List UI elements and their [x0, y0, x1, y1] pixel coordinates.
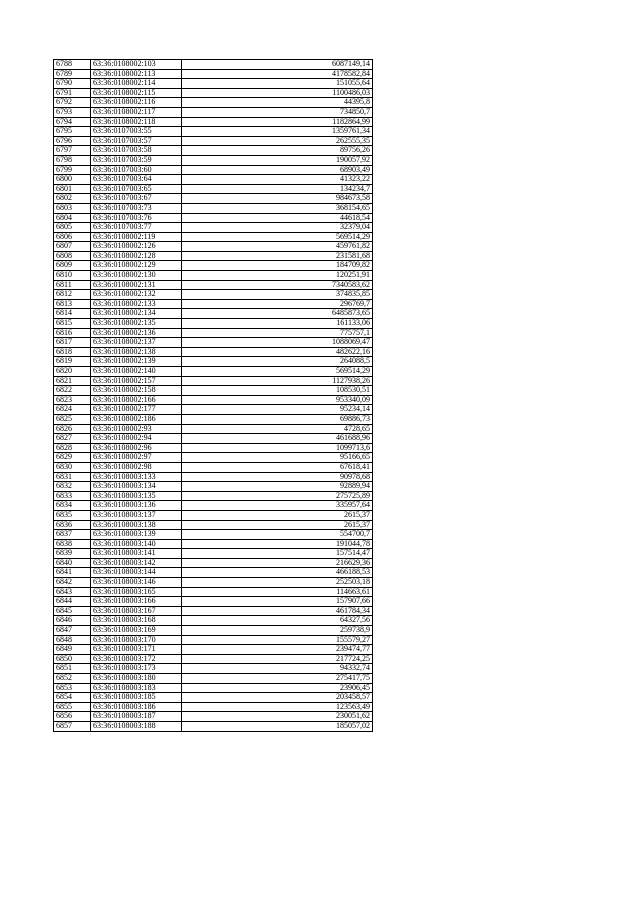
row-number-cell: 6824 [54, 405, 91, 415]
cadastral-number-cell: 63:36:0108002:166 [91, 395, 182, 405]
cadastral-value-cell: 2615,37 [182, 510, 373, 520]
row-number-cell: 6825 [54, 414, 91, 424]
cadastral-value-cell: 296769,7 [182, 299, 373, 309]
table-row [54, 203, 373, 213]
cadastral-value-cell: 184709,82 [182, 261, 373, 271]
cadastral-number-cell: 63:36:0108002:116 [91, 98, 182, 108]
table-row [54, 165, 373, 175]
row-number-cell: 6843 [54, 587, 91, 597]
table-row [54, 367, 373, 377]
cadastral-value-cell: 190057,92 [182, 155, 373, 165]
cadastral-number-cell: 63:36:0107003:57 [91, 136, 182, 146]
table-row [54, 520, 373, 530]
cadastral-number-cell: 63:36:0108003:170 [91, 635, 182, 645]
table-row [54, 635, 373, 645]
table-row [54, 309, 373, 319]
table-row [54, 597, 373, 607]
row-number-cell: 6818 [54, 347, 91, 357]
cadastral-number-cell: 63:36:0108003:168 [91, 616, 182, 626]
cadastral-number-cell: 63:36:0107003:67 [91, 194, 182, 204]
row-number-cell: 6806 [54, 232, 91, 242]
cadastral-value-cell: 569514,29 [182, 232, 373, 242]
table-row [54, 626, 373, 636]
table-row [54, 232, 373, 242]
cadastral-value-cell: 368154,65 [182, 203, 373, 213]
cadastral-value-cell: 239474,77 [182, 645, 373, 655]
cadastral-value-cell: 461688,96 [182, 434, 373, 444]
table-row [54, 290, 373, 300]
cadastral-value-cell: 335957,64 [182, 501, 373, 511]
cadastral-value-cell: 1182864,99 [182, 117, 373, 127]
cadastral-value-cell: 252503,18 [182, 578, 373, 588]
table-row [54, 107, 373, 117]
cadastral-value-cell: 155579,27 [182, 635, 373, 645]
cadastral-value-cell: 68903,49 [182, 165, 373, 175]
row-number-cell: 6798 [54, 155, 91, 165]
cadastral-number-cell: 63:36:0107003:60 [91, 165, 182, 175]
table-row [54, 395, 373, 405]
row-number-cell: 6805 [54, 223, 91, 233]
table-row [54, 242, 373, 252]
row-number-cell: 6854 [54, 693, 91, 703]
cadastral-number-cell: 63:36:0108002:128 [91, 251, 182, 261]
cadastral-number-cell: 63:36:0108002:98 [91, 462, 182, 472]
table-row [54, 491, 373, 501]
cadastral-value-cell: 275725,89 [182, 491, 373, 501]
table-row [54, 299, 373, 309]
cadastral-value-cell: 264088,5 [182, 357, 373, 367]
cadastral-value-cell: 92889,94 [182, 482, 373, 492]
cadastral-number-cell: 63:36:0108003:136 [91, 501, 182, 511]
table-row [54, 271, 373, 281]
row-number-cell: 6813 [54, 299, 91, 309]
cadastral-number-cell: 63:36:0107003:73 [91, 203, 182, 213]
cadastral-number-cell: 63:36:0108003:186 [91, 702, 182, 712]
table-row [54, 510, 373, 520]
row-number-cell: 6833 [54, 491, 91, 501]
table-row [54, 357, 373, 367]
row-number-cell: 6819 [54, 357, 91, 367]
cadastral-number-cell: 63:36:0108003:167 [91, 606, 182, 616]
cadastral-number-cell: 63:36:0108003:185 [91, 693, 182, 703]
row-number-cell: 6856 [54, 712, 91, 722]
cadastral-number-cell: 63:36:0108003:134 [91, 482, 182, 492]
cadastral-number-cell: 63:36:0108002:117 [91, 107, 182, 117]
cadastral-number-cell: 63:36:0108002:126 [91, 242, 182, 252]
cadastral-value-cell: 64327,56 [182, 616, 373, 626]
cadastral-number-cell: 63:36:0108003:133 [91, 472, 182, 482]
row-number-cell: 6796 [54, 136, 91, 146]
table-row [54, 223, 373, 233]
row-number-cell: 6840 [54, 558, 91, 568]
row-number-cell: 6845 [54, 606, 91, 616]
cadastral-number-cell: 63:36:0108002:158 [91, 386, 182, 396]
cadastral-value-cell: 1100486,03 [182, 88, 373, 98]
cadastral-value-cell: 41323,22 [182, 175, 373, 185]
row-number-cell: 6790 [54, 79, 91, 89]
row-number-cell: 6826 [54, 424, 91, 434]
table-row [54, 69, 373, 79]
cadastral-number-cell: 63:36:0108003:141 [91, 549, 182, 559]
cadastral-number-cell: 63:36:0108003:137 [91, 510, 182, 520]
table-row [54, 175, 373, 185]
row-number-cell: 6788 [54, 60, 91, 70]
row-number-cell: 6812 [54, 290, 91, 300]
cadastral-number-cell: 63:36:0107003:55 [91, 127, 182, 137]
cadastral-number-cell: 63:36:0107003:65 [91, 184, 182, 194]
row-number-cell: 6827 [54, 434, 91, 444]
cadastral-number-cell: 63:36:0108003:180 [91, 674, 182, 684]
table-row [54, 280, 373, 290]
cadastral-number-cell: 63:36:0108003:171 [91, 645, 182, 655]
cadastral-value-cell: 151055,64 [182, 79, 373, 89]
cadastral-number-cell: 63:36:0107003:59 [91, 155, 182, 165]
cadastral-number-cell: 63:36:0108002:94 [91, 434, 182, 444]
cadastral-value-cell: 217724,25 [182, 654, 373, 664]
cadastral-number-cell: 63:36:0108002:129 [91, 261, 182, 271]
cadastral-number-cell: 63:36:0108002:114 [91, 79, 182, 89]
cadastral-value-cell: 2615,37 [182, 520, 373, 530]
cadastral-number-cell: 63:36:0108002:135 [91, 319, 182, 329]
table-row [54, 88, 373, 98]
cadastral-number-cell: 63:36:0107003:64 [91, 175, 182, 185]
row-number-cell: 6853 [54, 683, 91, 693]
row-number-cell: 6846 [54, 616, 91, 626]
row-number-cell: 6817 [54, 338, 91, 348]
table-row [54, 482, 373, 492]
cadastral-number-cell: 63:36:0108002:103 [91, 60, 182, 70]
row-number-cell: 6830 [54, 462, 91, 472]
row-number-cell: 6851 [54, 664, 91, 674]
cadastral-value-cell: 459761,82 [182, 242, 373, 252]
table-row [54, 261, 373, 271]
cadastral-number-cell: 63:36:0108002:96 [91, 443, 182, 453]
cadastral-value-cell: 569514,29 [182, 367, 373, 377]
row-number-cell: 6831 [54, 472, 91, 482]
row-number-cell: 6822 [54, 386, 91, 396]
table-row [54, 319, 373, 329]
cadastral-value-cell: 775757,1 [182, 328, 373, 338]
cadastral-number-cell: 63:36:0108002:157 [91, 376, 182, 386]
cadastral-number-cell: 63:36:0108003:135 [91, 491, 182, 501]
row-number-cell: 6850 [54, 654, 91, 664]
cadastral-number-cell: 63:36:0108003:172 [91, 654, 182, 664]
table-row [54, 674, 373, 684]
cadastral-value-cell: 734850,7 [182, 107, 373, 117]
row-number-cell: 6816 [54, 328, 91, 338]
table-row [54, 338, 373, 348]
row-number-cell: 6841 [54, 568, 91, 578]
table-row [54, 376, 373, 386]
row-number-cell: 6801 [54, 184, 91, 194]
cadastral-number-cell: 63:36:0108002:140 [91, 367, 182, 377]
table-row [54, 155, 373, 165]
cadastral-value-cell: 161133,06 [182, 319, 373, 329]
row-number-cell: 6793 [54, 107, 91, 117]
cadastral-number-cell: 63:36:0107003:77 [91, 223, 182, 233]
table-row [54, 578, 373, 588]
row-number-cell: 6795 [54, 127, 91, 137]
cadastral-value-cell: 157907,66 [182, 597, 373, 607]
cadastral-number-cell: 63:36:0108002:119 [91, 232, 182, 242]
cadastral-value-cell: 231581,68 [182, 251, 373, 261]
row-number-cell: 6791 [54, 88, 91, 98]
cadastral-value-cell: 69886,73 [182, 414, 373, 424]
row-number-cell: 6836 [54, 520, 91, 530]
cadastral-number-cell: 63:36:0108002:97 [91, 453, 182, 463]
table-row [54, 587, 373, 597]
cadastral-value-cell: 482622,16 [182, 347, 373, 357]
cadastral-number-cell: 63:36:0108003:183 [91, 683, 182, 693]
row-number-cell: 6799 [54, 165, 91, 175]
row-number-cell: 6857 [54, 721, 91, 731]
cadastral-number-cell: 63:36:0108002:93 [91, 424, 182, 434]
row-number-cell: 6821 [54, 376, 91, 386]
cadastral-value-cell: 216629,36 [182, 558, 373, 568]
table-row [54, 98, 373, 108]
row-number-cell: 6834 [54, 501, 91, 511]
row-number-cell: 6815 [54, 319, 91, 329]
table-row [54, 501, 373, 511]
cadastral-value-cell: 4728,65 [182, 424, 373, 434]
cadastral-number-cell: 63:36:0108003:144 [91, 568, 182, 578]
cadastral-number-cell: 63:36:0108003:165 [91, 587, 182, 597]
table-row [54, 184, 373, 194]
row-number-cell: 6820 [54, 367, 91, 377]
cadastral-value-cell: 1127938,26 [182, 376, 373, 386]
row-number-cell: 6849 [54, 645, 91, 655]
cadastral-value-cell: 1099713,6 [182, 443, 373, 453]
table-row [54, 472, 373, 482]
cadastral-value-cell: 259738,9 [182, 626, 373, 636]
row-number-cell: 6852 [54, 674, 91, 684]
cadastral-number-cell: 63:36:0108003:138 [91, 520, 182, 530]
table-row [54, 60, 373, 70]
cadastral-number-cell: 63:36:0108002:130 [91, 271, 182, 281]
row-number-cell: 6844 [54, 597, 91, 607]
cadastral-value-cell: 1088069,47 [182, 338, 373, 348]
cadastral-value-cell: 95234,14 [182, 405, 373, 415]
cadastral-value-cell: 554700,7 [182, 530, 373, 540]
cadastral-value-cell: 120251,91 [182, 271, 373, 281]
row-number-cell: 6811 [54, 280, 91, 290]
row-number-cell: 6797 [54, 146, 91, 156]
row-number-cell: 6838 [54, 539, 91, 549]
cadastral-value-cell: 6087149,14 [182, 60, 373, 70]
cadastral-number-cell: 63:36:0108002:118 [91, 117, 182, 127]
table-row [54, 654, 373, 664]
cadastral-number-cell: 63:36:0108002:131 [91, 280, 182, 290]
cadastral-number-cell: 63:36:0108002:139 [91, 357, 182, 367]
cadastral-number-cell: 63:36:0108003:140 [91, 539, 182, 549]
cadastral-value-cell: 44395,8 [182, 98, 373, 108]
cadastral-value-cell: 374835,85 [182, 290, 373, 300]
cadastral-number-cell: 63:36:0108002:186 [91, 414, 182, 424]
cadastral-value-cell: 7340583,62 [182, 280, 373, 290]
cadastral-value-cell: 4178582,84 [182, 69, 373, 79]
cadastral-value-cell: 185057,02 [182, 721, 373, 731]
table-row [54, 443, 373, 453]
cadastral-value-cell: 984673,58 [182, 194, 373, 204]
cadastral-number-cell: 63:36:0108002:132 [91, 290, 182, 300]
cadastral-number-cell: 63:36:0108002:133 [91, 299, 182, 309]
table-row [54, 405, 373, 415]
table-row [54, 414, 373, 424]
cadastral-number-cell: 63:36:0108003:146 [91, 578, 182, 588]
cadastral-value-cell: 89756,26 [182, 146, 373, 156]
cadastral-number-cell: 63:36:0108003:142 [91, 558, 182, 568]
table-row [54, 213, 373, 223]
table-row [54, 434, 373, 444]
cadastral-number-cell: 63:36:0108003:139 [91, 530, 182, 540]
row-number-cell: 6829 [54, 453, 91, 463]
row-number-cell: 6837 [54, 530, 91, 540]
cadastral-number-cell: 63:36:0108002:137 [91, 338, 182, 348]
cadastral-number-cell: 63:36:0108002:177 [91, 405, 182, 415]
cadastral-value-cell: 6485873,65 [182, 309, 373, 319]
cadastral-value-cell: 32379,04 [182, 223, 373, 233]
cadastral-value-cell: 1359761,34 [182, 127, 373, 137]
table-row [54, 462, 373, 472]
table-row [54, 683, 373, 693]
cadastral-number-cell: 63:36:0107003:58 [91, 146, 182, 156]
table-row [54, 693, 373, 703]
row-number-cell: 6794 [54, 117, 91, 127]
table-row [54, 136, 373, 146]
row-number-cell: 6792 [54, 98, 91, 108]
table-row [54, 453, 373, 463]
table-row [54, 347, 373, 357]
table-row [54, 424, 373, 434]
row-number-cell: 6810 [54, 271, 91, 281]
row-number-cell: 6789 [54, 69, 91, 79]
cadastral-value-cell: 94332,74 [182, 664, 373, 674]
row-number-cell: 6828 [54, 443, 91, 453]
table-row [54, 712, 373, 722]
row-number-cell: 6803 [54, 203, 91, 213]
table-row [54, 328, 373, 338]
cadastral-number-cell: 63:36:0108002:136 [91, 328, 182, 338]
cadastral-value-cell: 95166,65 [182, 453, 373, 463]
table-row [54, 386, 373, 396]
table-row [54, 79, 373, 89]
cadastral-number-cell: 63:36:0108003:188 [91, 721, 182, 731]
table-row [54, 146, 373, 156]
row-number-cell: 6802 [54, 194, 91, 204]
cadastral-number-cell: 63:36:0108002:113 [91, 69, 182, 79]
cadastral-value-cell: 191044,78 [182, 539, 373, 549]
cadastral-value-cell: 461784,34 [182, 606, 373, 616]
row-number-cell: 6847 [54, 626, 91, 636]
cadastral-number-cell: 63:36:0108003:187 [91, 712, 182, 722]
cadastral-value-cell: 44618,54 [182, 213, 373, 223]
table-row [54, 664, 373, 674]
cadastral-value-cell: 262555,35 [182, 136, 373, 146]
cadastral-number-cell: 63:36:0108002:115 [91, 88, 182, 98]
table-row [54, 117, 373, 127]
cadastral-number-cell: 63:36:0107003:76 [91, 213, 182, 223]
cadastral-number-cell: 63:36:0108002:138 [91, 347, 182, 357]
cadastral-value-cell: 466188,53 [182, 568, 373, 578]
table-body [54, 60, 373, 732]
cadastral-value-cell: 114663,61 [182, 587, 373, 597]
table-row [54, 127, 373, 137]
table-row [54, 530, 373, 540]
row-number-cell: 6807 [54, 242, 91, 252]
cadastral-number-cell: 63:36:0108003:173 [91, 664, 182, 674]
cadastral-value-cell: 134234,7 [182, 184, 373, 194]
cadastral-value-cell: 23906,45 [182, 683, 373, 693]
cadastral-number-cell: 63:36:0108003:166 [91, 597, 182, 607]
table-row [54, 194, 373, 204]
row-number-cell: 6842 [54, 578, 91, 588]
cadastral-value-cell: 67618,41 [182, 462, 373, 472]
cadastral-number-cell: 63:36:0108002:134 [91, 309, 182, 319]
row-number-cell: 6814 [54, 309, 91, 319]
table-row [54, 606, 373, 616]
row-number-cell: 6839 [54, 549, 91, 559]
table-row [54, 645, 373, 655]
row-number-cell: 6835 [54, 510, 91, 520]
table-row [54, 558, 373, 568]
cadastral-value-cell: 230051,62 [182, 712, 373, 722]
cadastral-value-cell: 953340,09 [182, 395, 373, 405]
cadastral-value-cell: 203458,57 [182, 693, 373, 703]
row-number-cell: 6823 [54, 395, 91, 405]
cadastral-value-cell: 108530,51 [182, 386, 373, 396]
row-number-cell: 6855 [54, 702, 91, 712]
cadastral-value-cell: 275417,75 [182, 674, 373, 684]
row-number-cell: 6808 [54, 251, 91, 261]
row-number-cell: 6800 [54, 175, 91, 185]
row-number-cell: 6804 [54, 213, 91, 223]
table-row [54, 721, 373, 731]
cadastral-value-cell: 157514,47 [182, 549, 373, 559]
cadastral-value-cell: 123563,49 [182, 702, 373, 712]
table-row [54, 616, 373, 626]
cadastral-number-cell: 63:36:0108003:169 [91, 626, 182, 636]
row-number-cell: 6809 [54, 261, 91, 271]
row-number-cell: 6848 [54, 635, 91, 645]
row-number-cell: 6832 [54, 482, 91, 492]
table-row [54, 251, 373, 261]
cadastral-value-table [53, 59, 373, 732]
table-row [54, 568, 373, 578]
table-row [54, 549, 373, 559]
table-row [54, 539, 373, 549]
table-row [54, 702, 373, 712]
cadastral-value-cell: 90978,68 [182, 472, 373, 482]
